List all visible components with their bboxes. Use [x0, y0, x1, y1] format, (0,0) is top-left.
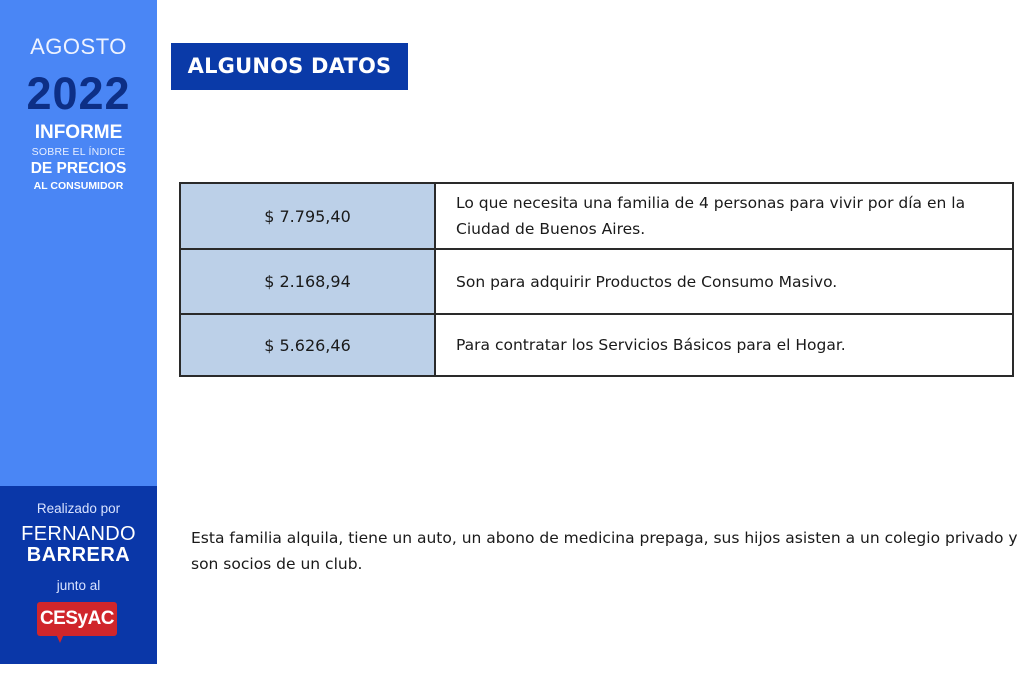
family-profile-note: Esta familia alquila, tiene un auto, un abono de medicina prepaga, sus hijos asisten a un colegio privado y son socios de un club.: [191, 529, 1018, 573]
author-last-name: BARRERA: [26, 544, 131, 566]
cost-data-table: [179, 182, 1014, 377]
report-month: AGOSTO: [30, 34, 127, 59]
amount-cell: $ 2.168,94: [180, 249, 435, 314]
report-subtitle-line-2: DE PRECIOS: [30, 160, 127, 177]
partner-label: junto al: [56, 578, 101, 593]
sidebar-credits: [0, 486, 157, 664]
cesyac-logo: CESyAC: [37, 602, 117, 636]
description-cell: Lo que necesita una familia de 4 personas para vivir por día en la Ciudad de Buenos Aires.: [435, 183, 1013, 249]
author-first-name: FERNANDO: [21, 523, 136, 545]
report-subtitle-line-3: AL CONSUMIDOR: [33, 180, 124, 192]
report-subtitle-line-1: SOBRE EL ÍNDICE: [31, 146, 126, 158]
amount-cell: $ 5.626,46: [180, 314, 435, 376]
description-cell: Para contratar los Servicios Básicos para el Hogar.: [435, 314, 1013, 376]
speech-bubble-tail-icon: [56, 634, 64, 643]
report-year: 2022: [26, 68, 131, 119]
sidebar-report-header: [0, 0, 157, 486]
amount-cell: $ 7.795,40: [180, 183, 435, 249]
credit-label: Realizado por: [36, 501, 121, 516]
table-row: [180, 183, 1013, 249]
report-title: INFORME: [34, 122, 123, 143]
table-row: [180, 249, 1013, 314]
section-title: ALGUNOS DATOS: [171, 43, 408, 90]
table-row: [180, 314, 1013, 376]
description-cell: Son para adquirir Productos de Consumo Masivo.: [435, 249, 1013, 314]
